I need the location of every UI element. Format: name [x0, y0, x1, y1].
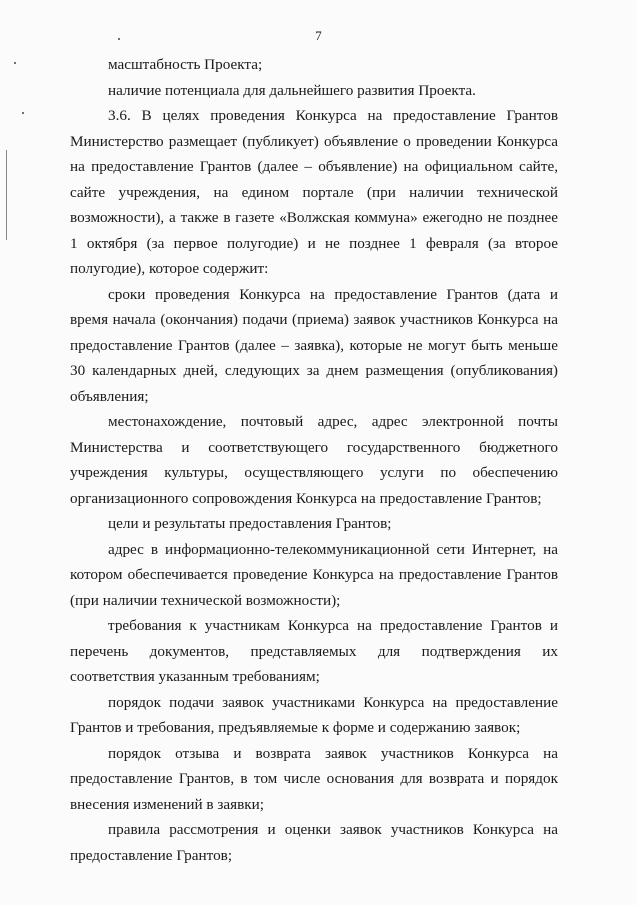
scan-speck [22, 112, 24, 114]
document-body [70, 52, 558, 868]
paragraph-scale: масштабность Проекта; [108, 56, 263, 73]
paragraph-review-rules: правила рассмотрения и оценки заявок участников Конкурса на предоставление Грантов; [70, 821, 558, 864]
paragraph-goals: цели и результаты предоставления Грантов; [108, 515, 392, 532]
paragraph-internet-address: адрес в информационно-телекоммуникационной сети Интернет, на котором обеспечивается проведение Конкурса на предоставление Грантов (при наличии технической возможности); [70, 540, 558, 609]
paragraph-requirements: требования к участникам Конкурса на предоставление Грантов и перечень документов, представляемых для подтверждения их соответствия указанным требованиям; [70, 617, 558, 685]
paragraph-clause-3-6: 3.6. В целях проведения Конкурса на предоставление Грантов Министерство размещает (публикует) объявление о проведении Конкурса на предоставление Грантов (далее – объявление) на официальном сайте, сайте учреждения, на едином портале (при наличии технической возможности), а также в газете «Волжская коммуна» ежегодно не позднее 1 октября (за первое полугодие) и не позднее 1 февраля (за второе полугодие), которое содержит: [70, 107, 558, 277]
paragraph-deadlines: сроки проведения Конкурса на предоставление Грантов (дата и время начала (окончания) подачи (приема) заявок участников Конкурса на предоставление Грантов (далее – заявка), которые не могут быть меньше 30 календарных дней, следующих за днем размещения (опубликования) объявления; [70, 285, 558, 405]
scan-edge-mark [6, 150, 7, 240]
paragraph-submission-order: порядок подачи заявок участниками Конкурса на предоставление Грантов и требования, предъявляемые к форме и содержанию заявок; [70, 693, 558, 736]
paragraph-withdrawal-order: порядок отзыва и возврата заявок участников Конкурса на предоставление Грантов, в том числе основания для возврата и порядок внесения изменений в заявки; [70, 744, 558, 813]
paragraph-potential: наличие потенциала для дальнейшего развития Проекта. [108, 81, 476, 99]
scan-speck [14, 62, 16, 64]
paragraph-location: местонахождение, почтовый адрес, адрес электронной почты Министерства и соответствующего государственного бюджетного учреждения культуры, осуществляющего услуги по обеспечению организационного сопровождения Конкурса на предоставление Грантов; [70, 413, 558, 507]
page-number: 7 [315, 28, 322, 43]
